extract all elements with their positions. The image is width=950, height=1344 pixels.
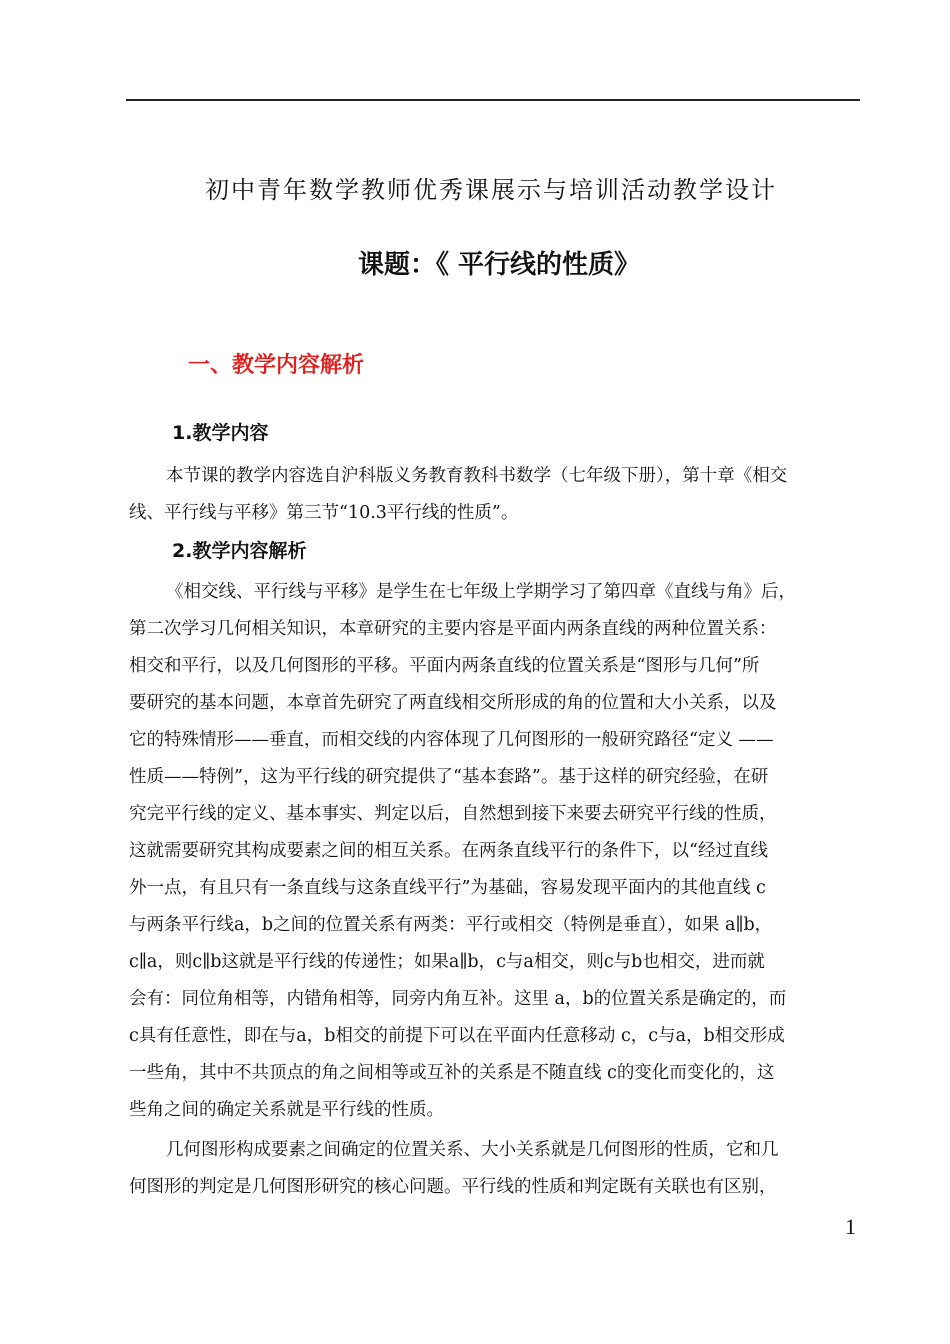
para2-line-14: 一些角，其中不共顶点的角之间相等或互补的关系是不随直线 c的变化而变化的，这 — [129, 1063, 775, 1083]
para2-line-12: 会有：同位角相等，内错角相等，同旁内角互补。这里 a，b的位置关系是确定的，而 — [129, 989, 787, 1009]
para3-line-2: 何图形的判定是几何图形研究的核心问题。平行线的性质和判定既有关联也有区别， — [129, 1177, 777, 1197]
para2-line-5: 它的特殊情形——垂直，而相交线的内容体现了几何图形的一般研究路径“定义 —— — [129, 730, 774, 750]
para2-line-1: 《相交线、平行线与平移》是学生在七年级上学期学习了第四章《直线与角》后， — [166, 582, 796, 602]
header-rule — [126, 99, 860, 101]
para2-line-11: c∥a，则c∥b这就是平行线的传递性；如果a∥b，c与a相交，则c与b也相交，进而就 — [129, 952, 765, 972]
page-number: 1 — [845, 1214, 856, 1239]
para1-line-2: 线、平行线与平移》第三节“10.3平行线的性质”。 — [129, 503, 519, 523]
heading-content-analysis: 2.教学内容解析 — [172, 540, 307, 562]
heading-teaching-content: 1.教学内容 — [172, 422, 269, 444]
lesson-title: 课题：《 平行线的性质》 — [358, 250, 641, 280]
para2-line-7: 究完平行线的定义、基本事实、判定以后，自然想到接下来要去研究平行线的性质， — [129, 804, 777, 824]
para2-line-3: 相交和平行，以及几何图形的平移。平面内两条直线的位置关系是“图形与几何”所 — [129, 656, 760, 676]
para2-line-15: 些角之间的确定关系就是平行线的性质。 — [129, 1100, 444, 1120]
para2-line-13: c具有任意性，即在与a，b相交的前提下可以在平面内任意移动 c，c与a，b相交形成 — [129, 1026, 785, 1046]
para2-line-6: 性质——特例”，这为平行线的研究提供了“基本套路”。基于这样的研究经验，在研 — [129, 767, 769, 787]
para2-line-4: 要研究的基本问题，本章首先研究了两直线相交所形成的角的位置和大小关系，以及 — [129, 693, 777, 713]
para2-line-10: 与两条平行线a，b之间的位置关系有两类：平行或相交（特例是垂直），如果 a∥b， — [129, 915, 773, 935]
para1-line-1: 本节课的教学内容选自沪科版义务教育教科书数学（七年级下册），第十章《相交 — [166, 466, 788, 486]
document-main-title: 初中青年数学教师优秀课展示与培训活动教学设计 — [205, 176, 777, 204]
para2-line-2: 第二次学习几何相关知识，本章研究的主要内容是平面内两条直线的两种位置关系： — [129, 619, 777, 639]
para2-line-9: 外一点，有且只有一条直线与这条直线平行”为基础，容易发现平面内的其他直线 c — [129, 878, 766, 898]
para3-line-1: 几何图形构成要素之间确定的位置关系、大小关系就是几何图形的性质，它和几 — [166, 1140, 779, 1160]
para2-line-8: 这就需要研究其构成要素之间的相互关系。在两条直线平行的条件下，以“经过直线 — [129, 841, 768, 861]
section-title: 一、教学内容解析 — [188, 353, 365, 378]
